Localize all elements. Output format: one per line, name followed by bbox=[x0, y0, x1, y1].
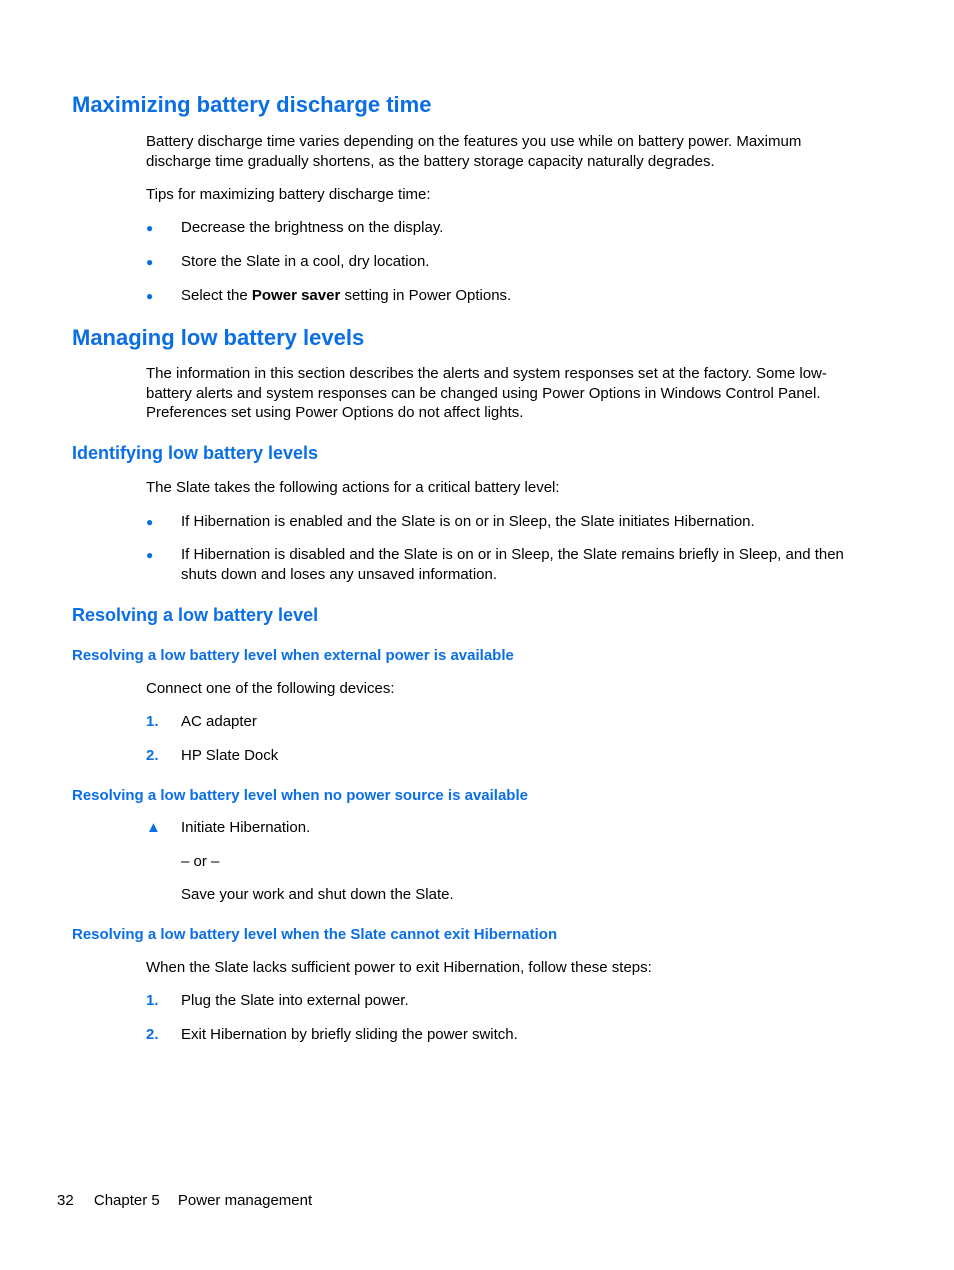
page-footer bbox=[57, 1192, 312, 1209]
heading-cannot-exit: Resolving a low battery level when the Slate cannot exit Hibernation bbox=[72, 926, 558, 943]
list-item-text: Store the Slate in a cool, dry location. bbox=[181, 253, 430, 270]
chapter-label: Chapter 5 bbox=[93, 1192, 160, 1209]
bold-term-power-saver: Power saver bbox=[251, 287, 341, 304]
heading-external-power: Resolving a low battery level when external power is available bbox=[72, 647, 514, 664]
list-item-text: HP Slate Dock bbox=[181, 747, 279, 764]
text-segment: setting in Power Options. bbox=[340, 287, 512, 304]
paragraph-cannot-exit-lead: When the Slate lacks sufficient power to exit Hibernation, follow these steps: bbox=[146, 959, 652, 976]
text-segment: Select the bbox=[181, 287, 252, 304]
step-number: 1. bbox=[146, 713, 159, 730]
heading-managing: Managing low battery levels bbox=[72, 325, 365, 350]
paragraph-managing-intro: The information in this section describes the alerts and system responses set at the factory. Some low-battery alerts and system responses can be changed using Power Options in Windows Control Panel. Preferences set using Power Options do not affect lights. bbox=[146, 365, 827, 421]
step-number: 1. bbox=[146, 992, 159, 1009]
page-number: 32 bbox=[57, 1192, 74, 1209]
paragraph-external-lead: Connect one of the following devices: bbox=[146, 680, 395, 697]
heading-no-power: Resolving a low battery level when no power source is available bbox=[72, 787, 528, 804]
paragraph-tips-lead: Tips for maximizing battery discharge time: bbox=[146, 186, 431, 203]
paragraph-maximizing-intro: Battery discharge time varies depending on the features you use while on battery power. Maximum discharge time gradually shortens, as the battery storage capacity naturally degrades. bbox=[146, 133, 802, 170]
bullet-marker: ● bbox=[146, 289, 154, 303]
step-number: 2. bbox=[146, 1026, 159, 1043]
bullet-marker: ● bbox=[146, 548, 154, 562]
bullet-marker: ● bbox=[146, 255, 154, 269]
list-item-text: Exit Hibernation by briefly sliding the power switch. bbox=[181, 1026, 518, 1043]
or-separator: – or – bbox=[181, 853, 220, 870]
paragraph-identifying-lead: The Slate takes the following actions for a critical battery level: bbox=[146, 479, 560, 496]
list-item-text: AC adapter bbox=[181, 713, 257, 730]
list-item-text: Plug the Slate into external power. bbox=[181, 992, 409, 1009]
chapter-title: Power management bbox=[177, 1192, 313, 1209]
list-item-text: Decrease the brightness on the display. bbox=[181, 219, 444, 236]
heading-resolving: Resolving a low battery level bbox=[72, 605, 319, 625]
triangle-icon: ▲ bbox=[146, 819, 161, 836]
bullet-marker: ● bbox=[146, 221, 154, 235]
paragraph-alternative: Save your work and shut down the Slate. bbox=[181, 886, 454, 903]
list-item-text bbox=[181, 286, 861, 306]
list-item-text: If Hibernation is disabled and the Slate is on or in Sleep, the Slate remains briefly in Sleep, and then shuts down and loses any unsaved information. bbox=[181, 546, 844, 583]
heading-maximizing: Maximizing battery discharge time bbox=[72, 92, 432, 117]
heading-identifying: Identifying low battery levels bbox=[72, 443, 319, 463]
step-number: 2. bbox=[146, 747, 159, 764]
list-item-text: If Hibernation is enabled and the Slate is on or in Sleep, the Slate initiates Hibernation. bbox=[181, 513, 755, 530]
bullet-marker: ● bbox=[146, 515, 154, 529]
list-item-text: Initiate Hibernation. bbox=[181, 819, 311, 836]
